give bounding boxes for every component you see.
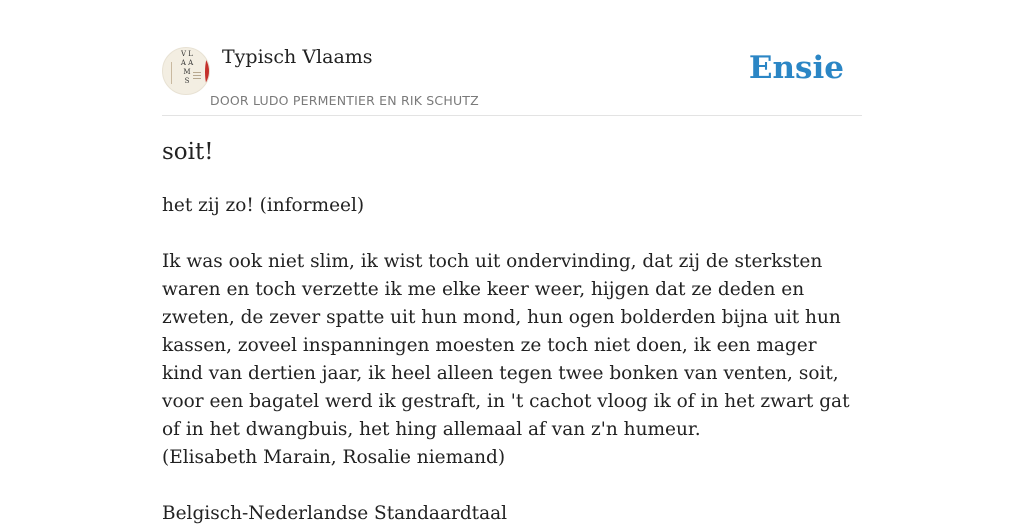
blog-header xyxy=(162,0,862,116)
page-container xyxy=(162,0,862,524)
ensie-logo-link[interactable]: Ensie xyxy=(748,50,844,86)
blog-avatar[interactable] xyxy=(162,47,210,95)
blog-byline: DOOR LUDO PERMENTIER EN RIK SCHUTZ xyxy=(210,93,479,108)
entry-definition: het zij zo! (informeel) xyxy=(162,195,365,216)
entry-example: Ik was ook niet slim, ik wist toch uit ondervinding, dat zij de sterksten waren en toch verzette ik me elke keer weer, hijgen dat ze deden en zweten, de zever spatte uit hun mond, hun ogen bolderden bijna uit hun kassen, zoveel inspanningen moesten ze toch niet doen, ik een mager kind van dertien jaar, ik heel alleen tegen twee bonken van venten, soit, voor een bagatel werd ik gestraft, in 't cachot vloog ik of in het zwart gat of in het dwangbuis, het hing allemaal af van z'n humeur. xyxy=(162,251,850,440)
entry-term: soit! xyxy=(162,139,214,165)
entry-content xyxy=(162,192,862,528)
avatar-lines xyxy=(193,72,201,73)
spacer xyxy=(162,472,862,500)
spacer xyxy=(162,220,862,248)
avatar-letters: V L A A M S xyxy=(180,50,194,85)
avatar-rule xyxy=(171,62,172,84)
blog-title-link[interactable]: Typisch Vlaams xyxy=(222,46,373,68)
avatar-red-accent xyxy=(205,54,210,90)
entry-source: (Elisabeth Marain, Rosalie niemand) xyxy=(162,447,506,468)
entry-category: Belgisch-Nederlandse Standaardtaal xyxy=(162,503,508,524)
